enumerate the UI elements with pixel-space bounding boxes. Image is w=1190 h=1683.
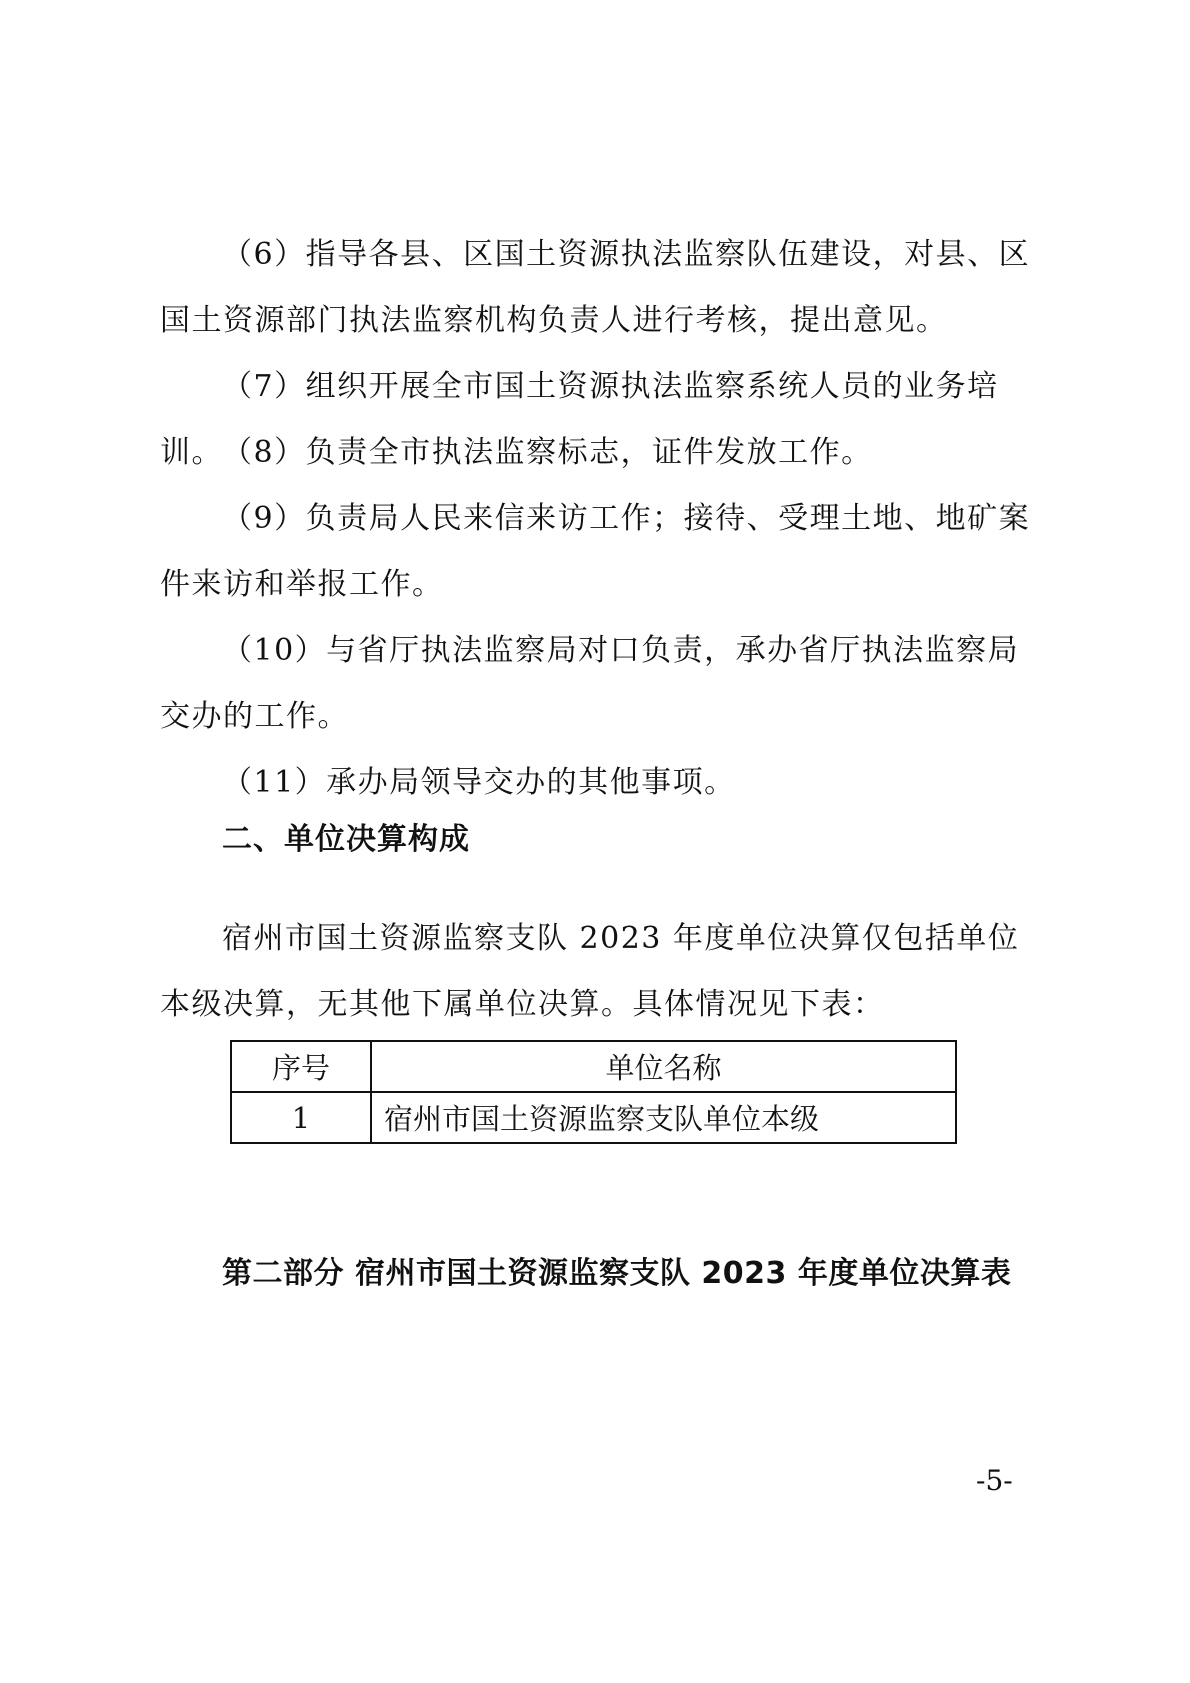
paragraph-item-6: （6）指导各县、区国土资源执法监察队伍建设，对县、区国土资源部门执法监察机构负责人进行考核，提出意见。 [160, 237, 1031, 338]
paragraph-item-10: （10）与省厅执法监察局对口负责，承办省厅执法监察局交办的工作。 [160, 633, 1020, 734]
paragraph-item-7: （7）组织开展全市国土资源执法监察系统人员的业务培训。 [160, 369, 999, 470]
part-title: 第二部分 宿州市国土资源监察支队 2023 年度单位决算表 [222, 1256, 1012, 1291]
table-row [231, 1092, 956, 1143]
unit-table [230, 1040, 957, 1144]
cell-serial-number: 1 [231, 1092, 371, 1143]
section-heading: 二、单位决算构成 [222, 822, 470, 857]
header-unit-name: 单位名称 [371, 1041, 956, 1092]
cell-unit-name: 宿州市国土资源监察支队单位本级 [371, 1092, 956, 1143]
table-header-row [231, 1041, 956, 1092]
header-serial-number: 序号 [231, 1041, 371, 1092]
paragraph-item-8: （8）负责全市执法监察标志，证件发放工作。 [222, 435, 873, 470]
paragraph-item-11: （11）承办局领导交办的其他事项。 [222, 765, 736, 800]
paragraph-item-9: （9）负责局人民来信来访工作；接待、受理土地、地矿案件来访和举报工作。 [160, 501, 1031, 602]
composition-paragraph: 宿州市国土资源监察支队 2023 年度单位决算仅包括单位本级决算，无其他下属单位决算。具体情况见下表： [160, 921, 1020, 1022]
page-number: -5- [976, 1464, 1013, 1497]
